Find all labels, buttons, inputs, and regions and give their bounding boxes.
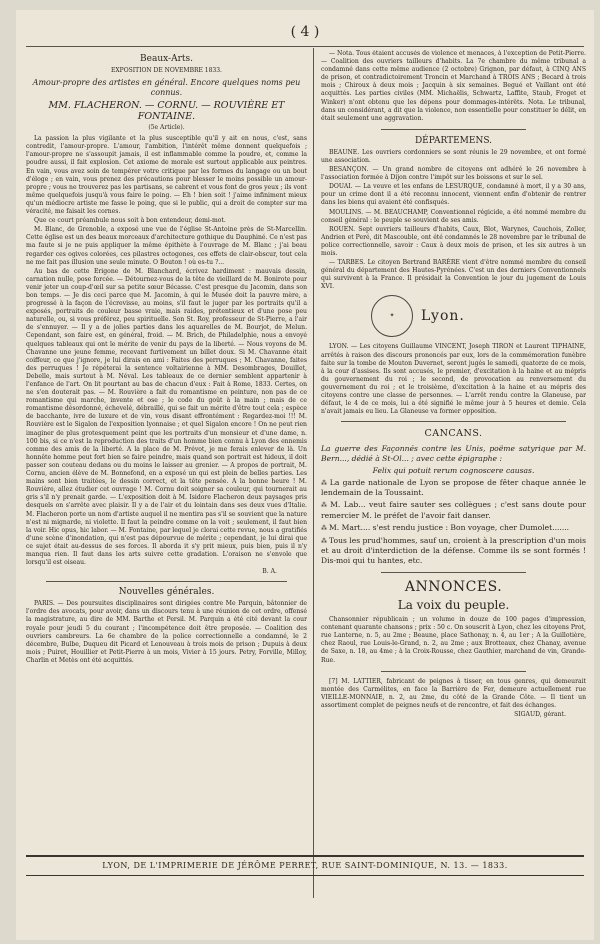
- column-divider: [313, 48, 314, 898]
- paragraph: — Nota. Tous étaient accusés de violence et menaces, à l'exception de Petit-Pierre. — Coalition des ouvriers tailleurs d'habits. La 7e chambre du même tribunal a condamné dans cette même audience (2 octobre) Grignon, par défaut, à CINQ ANS de prison, et contradictoirement Troncin et Marchand à TROIS ANS ; Becard à trois mois ; Chiroux à deux mois ; Jacquin à six semaines. Begué et Vaillant ont été acquittés. Les parties civiles (MM. Michaëlis, Schwartz, Laffite, Staub, Froget et Winker) n'ont obtenu que les dépens pour dommages-intérêts. Nota. Le tribunal, dans un considérant, a dit que la violence, non essentielle pour constituer le délit, en était seulement une aggravation.: [321, 50, 586, 122]
- news-paragraph: PARIS. — Des poursuites disciplinaires sont dirigées contre Me Parquin, bâtonnier de l'ordre des avocats, pour avoir, dans un discours tenu à une réunion de cet ordre, offensé la magistrature, au dire de MM. Barthe et Persil. M. Parquin a été cité devant la cour royale pour jeudi 5 du courant ; l'incompétence doit être proposée. — Coalition des ouvriers cambreurs. La 6e chambre de la police correctionnelle a condamné, le 2 décembre, Bulbe, Duqueu dit Picard et Lenouveau à trois mois de prison ; Dupuis à deux mois ; Puiret, Houillier et Petit-Pierre à un mois, Vivier à 15 jours. Petry, Forville, Milloy, Charlin et Metès ont été acquittés.: [26, 600, 307, 664]
- cancan-item: La guerre des Façonnés contre les Unis, poëme satyrique par M. Bern..., dédié à St-Ol... ; avec cette épigraphe :: [321, 444, 586, 464]
- lyon-stamp: [371, 295, 586, 337]
- divider: [46, 581, 287, 582]
- dept-paragraph: — TARBES. Le citoyen Bertrand BARÈRE vient d'être nommé membre du conseil général du département des Hautes-Pyrénées. C'est un des derniers Conventionnels qui survivent à la France. Il présidait la Convention le jour du jugement de Louis XVI.: [321, 259, 586, 291]
- article-names: MM. FLACHERON. — CORNU. — ROUVIÈRE ET FONTAINE.: [48, 100, 285, 123]
- divider: [381, 572, 526, 573]
- lyon-paragraph: LYON. — Les citoyens Guillaume VINCENT, Joseph TIRON et Laurent TIPHAINE, arrêtés à raison des discours prononcés par eux, lors de la commémoration funèbre faite sur la tombe de Mouton Duvernet, seront jugés le samedi, quatorze de ce mois, à la cour d'assises. Ils sont accusés, le premier, d'excitation à la haine et au mépris du gouvernement du roi ; le second, de provocation au renversement du gouvernement du roi ; et le troisième, d'excitation à la haine et au mépris des citoyens contre une classe de personnes. — L'arrêt rendu contre la Glaneuse, par défaut, le 4 de ce mois, lui a été signifié le même jour à 5 heures et demie. Cela n'avait jamais eu lieu. La Glaneuse va former opposition.: [321, 343, 586, 416]
- section-title-cancans: CANCANS.: [424, 428, 483, 440]
- stars-icon: ⁂: [321, 502, 329, 510]
- stars-icon: ⁂: [321, 524, 327, 532]
- dept-paragraph: MOULINS. — M. BEAUCHAMP, Conventionnel régicide, a été nommé membre du conseil général : le peuple se souvient de ses amis.: [321, 208, 586, 224]
- article-signature: B. A.: [262, 568, 277, 576]
- right-column: [321, 50, 586, 854]
- dept-paragraph: ROUEN. Sept ouvriers tailleurs d'habits, Caux, Blot, Warynes, Cauchois, Zoller, Andrien et Peré, dit Mascouble, ont été condamnés le 28 novembre par le tribunal de police correctionnelle, savoir : Caux à deux mois de prison, et les six autres à un mois.: [321, 225, 586, 257]
- printer-footer: LYON, DE L'IMPRIMERIE DE JÉRÔME PERRET, RUE SAINT-DOMINIQUE, N. 13. — 1833.: [26, 855, 584, 876]
- ad-paragraph-2: [7] M. LATTIER, fabricant de peignes à tisser, en tous genres, qui demeurait montée des Carmélites, en face la Barrière de Fer, demeure actuellement rue VIEILLE-MONNAIE, n. 2, au 2me, du côté de la Grande Côte. — Il tient un assortiment complet de peignes neufs et de rencontre, et fait des échanges.: [321, 677, 586, 709]
- cancan-item: ⁂ M. Mart.... s'est rendu justice : Bon voyage, cher Dumolet.......: [321, 522, 570, 532]
- section-title-departemens: DÉPARTEMENS.: [414, 135, 493, 146]
- cancans-block: [321, 444, 586, 566]
- paragraph: M. Blanc, de Grenoble, a exposé une vue de l'église St-Antoine près de St-Marcellin. Cette église est un des beaux morceaux d'architecture gothique du Dauphiné. Ce n'est pas ma faute si je ne puis appliquer la même épithète à l'ouvrage de M. Blanc ; j'ai beau regarder ces ogives colorées, ces pilastres octogones, ces effets de clair-obscur, tout cela ne me fait pas illusion une seule minute. O Bouton ! où es-tu ?...: [26, 226, 307, 266]
- section-title-nouvelles: Nouvelles générales.: [118, 587, 215, 598]
- top-rule: [26, 46, 584, 47]
- divider: [341, 421, 566, 422]
- left-column: [26, 50, 307, 854]
- dept-paragraph: BESANÇON. — Un grand nombre de citoyens ont adhéré le 26 novembre à l'association formée à Dijon contre l'impôt sur les boissons et sur le sel.: [321, 166, 586, 182]
- seal-icon: ✦: [371, 295, 413, 337]
- divider: [381, 671, 526, 672]
- section-title-annonces: ANNONCES.: [404, 579, 503, 596]
- article-subtitle: Amour-propre des artistes en général. Encore quelques noms peu connus.: [32, 78, 301, 98]
- stars-icon: ⁂: [321, 479, 328, 487]
- newspaper-page: [16, 10, 594, 940]
- stars-icon: ⁂: [321, 537, 328, 545]
- paragraph: Que ce court préambule nous soit à bon entendeur, demi-mot.: [34, 217, 226, 225]
- paragraph: Au bas de cette Erigone de M. Blanchard, écrivez hardiment : mauvais dessin, carnation nulle, pose forcée. — Détournez-vous de la tête de vieillard de M. Bonirote pour venir jeter un coup-d'œil sur sa petite sœur Bécasse. C'est presque du Jacomin, dans son bon temps. — Je dis ceci parce que M. Jacomin, à qui le Musée doit la pauvre mère, a progressé à la façon de l'écrevisse, au moins, s'il faut le juger par les portraits qu'il a exposés, portraits de couleur basse vraie, mais raides, prétentieux et d'une pose peu naturelle, ou, si vous préférez, peu spirituelle. Son St. Roy, professeur de St-Pierre, a l'air de s'ennuyer. — Il y a de jolies parties dans les aquarelles de M. Bourjot, de Melun. Cependant, son faire est, en général, froid. — M. Brich, de Philadelphie, nous a envoyé quelques tableaux qui ont le mérite de venir du pays de la liberté. — Nous voyons de M. Chavanne une jeune femme, recevant furtivement un billet doux. Si M. Chavanne était coiffeur, ce que j'ignore, je lui dirais en ami : Faites des perruques ; M. Chavanne, faites des perruques ! Je répéterai la sentence voltairienne à MM. Desombrages, Douillet, Debelle, mais surtout à M. Néval. Les tableaux de ce dernier semblent appartenir à l'enfance de l'art. On lit pourtant au bas de chacun d'eux : Fait à Rome, 1833. Certes, on ne s'en douterait pas. — M. Rouvière a fait du romantisme en peinture, non pas de ce romantisme qui marche, invente et ose ; le code du goût à la main ; mais de ce romantisme désordonné, échevelé, débraillé, qui se fait un mérite d'être tout cela ; espèce de bacchante, ivre de luxure et de vin, vous disant effrontément : Regardez-moi !!! M. Rouvière est le Sigalon de l'exposition lyonnaise ; et quel Sigalon encore ! On ne peut rien imaginer de plus grotesquement peint que les portraits d'un monsieur et d'une dame, n. 100 bis, si ce n'est la reproduction des traits d'un homme bien connu à Lyon des ennemis comme des amis de la liberté. A la place de M. Prévot, je me ferais enlever de là. Un honnête homme peut fort bien se faire peindre, mais quand son portrait est hideux, il doit passer son couteau dedans ou du moins le laisser au grenier. — A propos de portrait, M. Cornu, ancien élève de M. Bonnefond, en a exposé un qui est plein de belles parties. Les mains sont bien traitées, le dessin correct, et la tête pensée. A la bonne heure ! M. Rouvière, allez étudier cet ouvrage ! M. Cornu doit soigner sa couleur, qui tournerait au gris s'il n'y prenait garde. — L'exposition doit à M. Isidore Flacheron deux paysages pris desquels on s'arrête avec plaisir. Il y a de l'air et du lointain dans ses deux vues d'Italie. M. Flacheron porte un nom d'artiste auquel il ne mentira pas s'il se souvient que la nature n'est ni mignarde, ni violette. Il faut la peindre comme on la voit ; seulement, il faut bien la voir. Hic opus, hic labor. — M. Fontaine, par lequel je clorai cette revue, nous a gratifiés d'une scène d'inondation, qui n'est pas dépourvue de mérite ; cependant, je lui dirai que ce sujet était au-dessus de ses forces. Il aborda it s'y prit mieux, puis bien, puis il n'y manqua rien. Il faut dans les arts suivre cette gradation. L'oraison ne s'envole que lorsqu'il est oiseau.: [26, 267, 307, 567]
- cancan-epigraph: Felix qui potuit rerum cognoscere causas.: [372, 465, 535, 475]
- divider: [381, 129, 526, 130]
- cancan-item: ⁂ M. Lab... veut faire sauter ses collègues ; c'est sans doute pour remercier M. le préfet de l'avoir fait danser.: [321, 500, 586, 521]
- article-number: (5e Article).: [148, 124, 185, 132]
- ad-number: [7]: [329, 677, 338, 685]
- ad-title: La voix du peuple.: [397, 598, 510, 613]
- lyon-stamp-text: Lyon.: [421, 308, 465, 325]
- exposition-heading: EXPOSITION DE NOVEMBRE 1833.: [111, 67, 222, 74]
- dept-paragraph: BEAUNE. Les ouvriers cordonniers se sont réunis le 29 novembre, et ont formé une association.: [321, 148, 586, 164]
- page-number: ( 4 ): [290, 24, 320, 40]
- gerant-signature: SIGAUD, gérant.: [514, 710, 566, 718]
- cancan-item: ⁂ Tous les prud'hommes, sauf un, croient à la prescription d'un mois et au droit d'interdiction de la défense. Comme ils se sont formés ! Dis-moi qui tu hantes, etc.: [321, 535, 586, 566]
- dept-paragraph: DOUAI. — La veuve et les enfans de LESURQUE, condamné à mort, il y a 30 ans, pour un crime dont il a été reconnu innocent, viennent enfin d'obtenir de rentrer dans les biens qui avaient été confisqués.: [321, 183, 586, 207]
- paragraph: La passion la plus vigilante et la plus susceptible qu'il y ait en nous, c'est, sans contredit, l'amour-propre. L'amour, l'ambition, l'intérêt même donnent quelquefois ; l'amour-propre ne s'assoupit jamais, il est inflammable comme la poudre, et, comme la poudre aussi, il fait explosion. Cet axiome de morale est surtout applicable aux peintres. En vain, vous avez soin de tempérer votre critique par les formes du langage ou un bout d'éloge ; en vain, vous prenez des précautions pour blesser le moins possible un amour-propre ; vous ne trouverez pas les partisans, se cabrent et vous font de gros yeux ; ils vont même quelquefois jusqu'à vous faire le poing. — Eh ! bien soit ! j'aime infiniment mieux qu'un médiocre artiste me fasse le poing, que si le public, qui a droit de compter sur ma véracité, me faisait les cornes.: [26, 135, 307, 216]
- cancan-item: ⁂ La garde nationale de Lyon se propose de fêter chaque année le lendemain de la Toussaint.: [321, 477, 586, 498]
- ad-paragraph: Chansonnier républicain ; un volume in douze de 100 pages d'impression, contenant quarante chansons ; prix : 50 c. On souscrit à Lyon, chez les citoyens Prot, rue Lanterne, n. 5, au 2me ; Beaune, place Sathonay, n. 4, au 1er ; A la Guillotière, chez Raoul, rue Louis-le-Grand, n. 2, au 2me ; aux Brotteaux, chez Chanay, avenue de Saxe, n. 18, au 4me ; à la Croix-Rousse, chez Gauthier, marchand de vin, Grande-Rue.: [321, 616, 586, 664]
- section-title-beaux-arts: Beaux-Arts.: [140, 54, 193, 64]
